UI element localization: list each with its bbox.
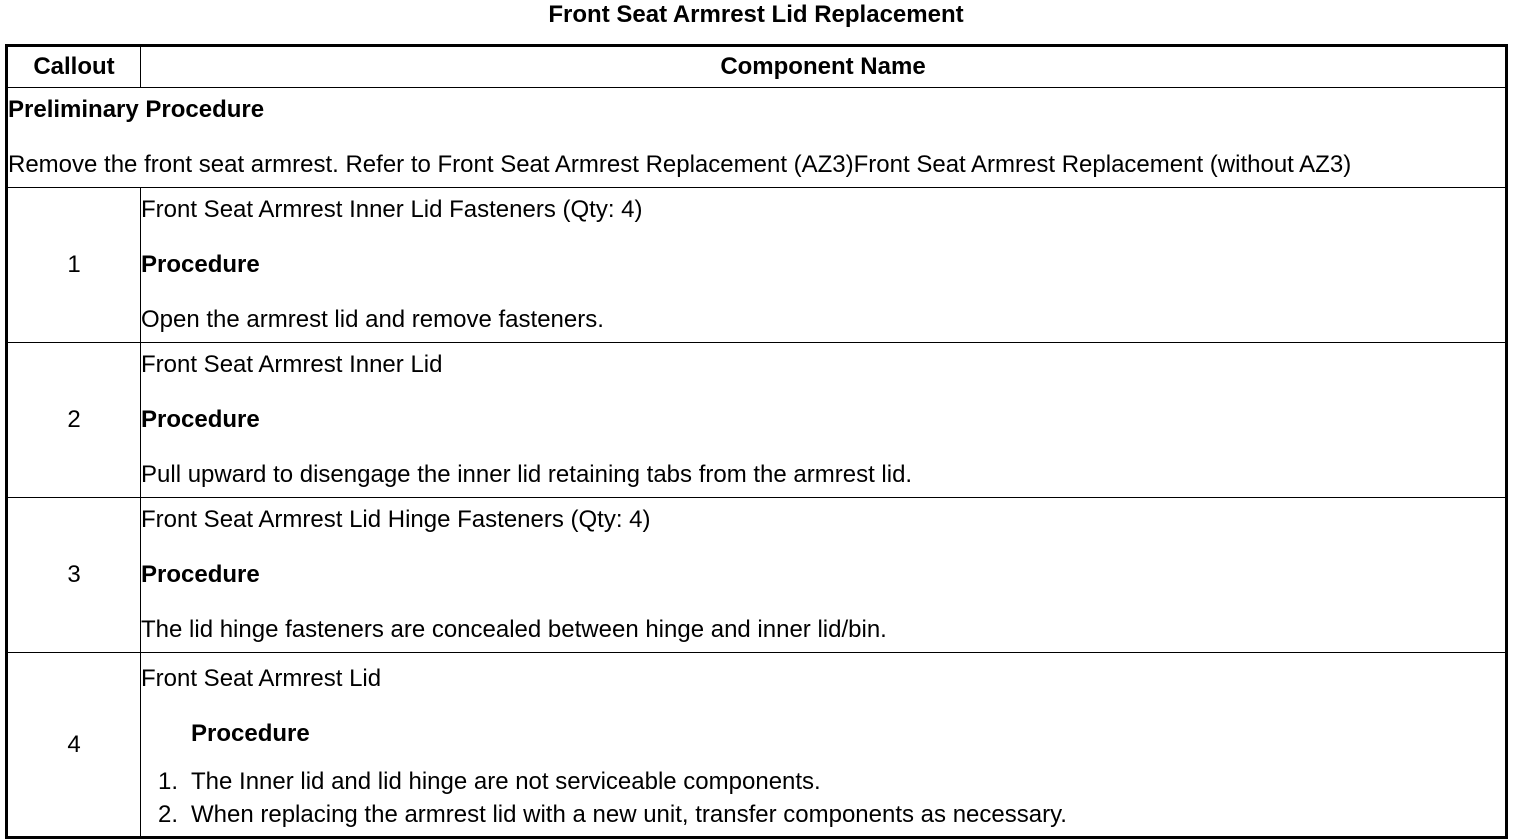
- table-row: [7, 343, 1507, 498]
- procedure-label: Procedure: [141, 406, 260, 433]
- component-name: Front Seat Armrest Inner Lid: [141, 351, 443, 378]
- procedure-label: Procedure: [191, 719, 310, 747]
- component-cell: [141, 343, 1507, 498]
- callout-cell: 2: [7, 343, 141, 498]
- table-row: [7, 653, 1507, 838]
- component-name: Front Seat Armrest Lid Hinge Fasteners (Qty: 4): [141, 506, 651, 533]
- component-name: Front Seat Armrest Inner Lid Fasteners (Qty: 4): [141, 196, 643, 223]
- component-name: Front Seat Armrest Lid: [141, 664, 382, 692]
- procedure-text: Pull upward to disengage the inner lid retaining tabs from the armrest lid.: [141, 461, 913, 488]
- table-header-row: [7, 46, 1507, 88]
- list-item: [158, 800, 1505, 833]
- preliminary-heading: Preliminary Procedure: [8, 96, 265, 123]
- list-item: [158, 767, 1505, 800]
- procedure-text: Open the armrest lid and remove fasteners.: [141, 306, 604, 333]
- document-title: Front Seat Armrest Lid Replacement: [548, 1, 964, 28]
- component-cell: [141, 653, 1507, 838]
- callout-cell: 1: [7, 188, 141, 343]
- callout-cell: 3: [7, 498, 141, 653]
- component-cell: [141, 498, 1507, 653]
- header-component-name: Component Name: [141, 46, 1507, 88]
- procedure-text: The lid hinge fasteners are concealed between hinge and inner lid/bin.: [141, 616, 887, 643]
- step-number: 2.: [158, 800, 179, 828]
- procedure-label: Procedure: [141, 251, 260, 278]
- procedure-label: Procedure: [141, 561, 260, 588]
- header-callout: Callout: [7, 46, 141, 88]
- step-text: When replacing the armrest lid with a new unit, transfer components as necessary.: [191, 800, 1067, 828]
- callout-cell: 4: [7, 653, 141, 838]
- procedure-steps: [141, 767, 1505, 833]
- step-number: 1.: [158, 767, 179, 795]
- step-text: The Inner lid and lid hinge are not serviceable components.: [191, 767, 821, 795]
- preliminary-text: Remove the front seat armrest. Refer to Front Seat Armrest Replacement (AZ3)Front Seat Armrest Replacement (without AZ3): [8, 151, 1352, 178]
- preliminary-cell: [7, 88, 1507, 188]
- table-row: [7, 498, 1507, 653]
- component-table: [5, 44, 1508, 839]
- preliminary-row: [7, 88, 1507, 188]
- component-cell: [141, 188, 1507, 343]
- table-row: [7, 188, 1507, 343]
